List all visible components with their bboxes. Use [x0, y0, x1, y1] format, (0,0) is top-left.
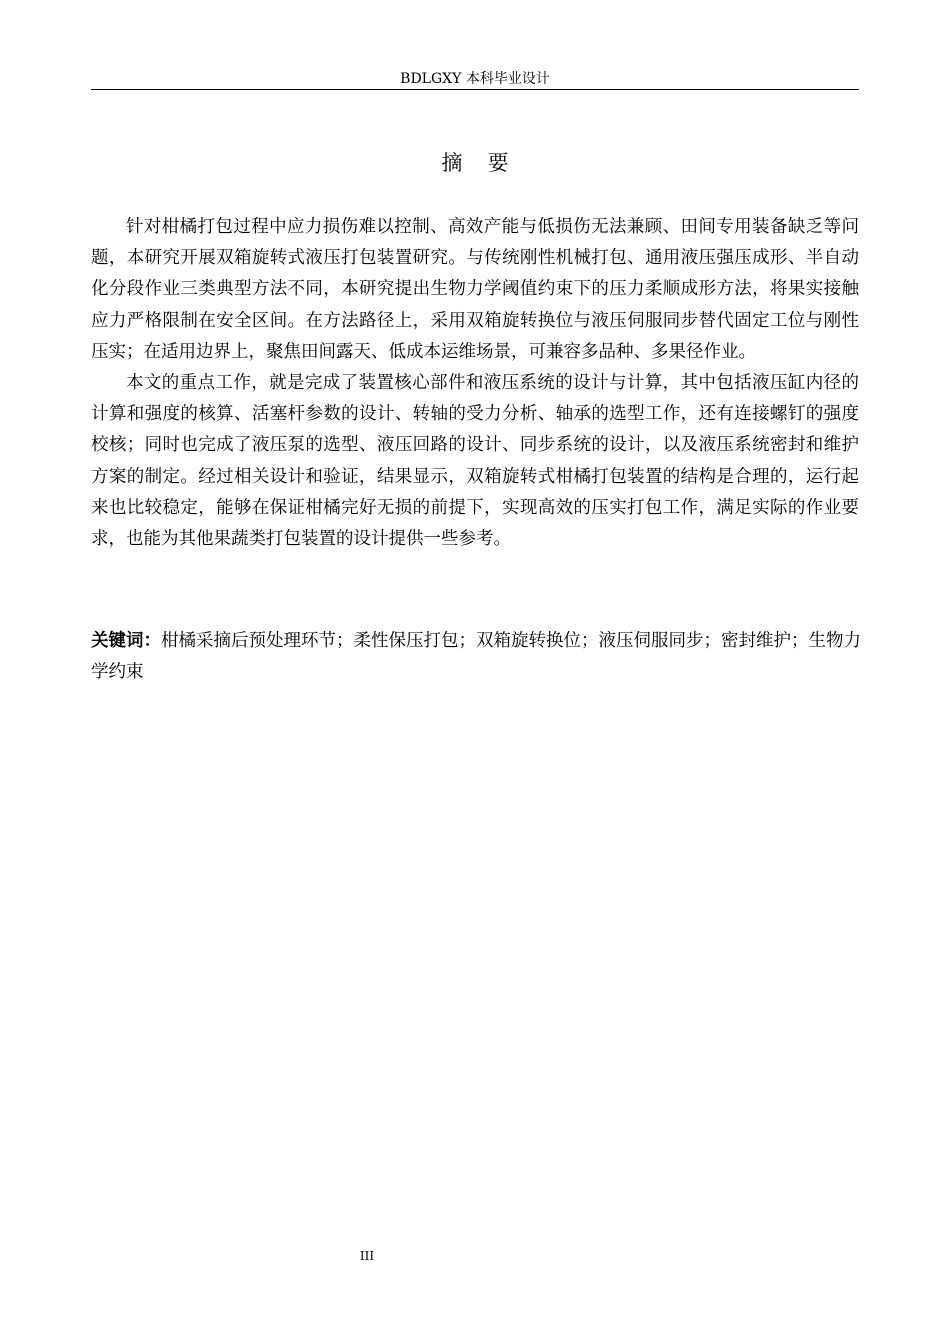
page-number: III	[359, 1249, 375, 1263]
abstract-title: 摘要	[441, 151, 534, 175]
keywords-label: 关键词：	[91, 631, 161, 651]
header-rule	[91, 89, 859, 90]
abstract-body	[91, 212, 859, 555]
keywords-text: 柑橘采摘后预处理环节；柔性保压打包；双箱旋转换位；液压伺服同步；密封维护；生物力学约束	[91, 631, 861, 683]
keywords-line	[91, 626, 871, 688]
page-header: BDLGXY 本科毕业设计	[400, 71, 550, 87]
abstract-paragraph-2: 本文的重点工作，就是完成了装置核心部件和液压系统的设计与计算，其中包括液压缸内径的计算和强度的核算、活塞杆参数的设计、转轴的受力分析、轴承的选型工作，还有连接螺钉的强度校核；同时也完成了液压泵的选型、液压回路的设计、同步系统的设计，以及液压系统密封和维护方案的制定。经过相关设计和验证，结果显示，双箱旋转式柑橘打包装置的结构是合理的，运行起来也比较稳定，能够在保证柑橘完好无损的前提下，实现高效的压实打包工作，满足实际的作业要求，也能为其他果蔬类打包装置的设计提供一些参考。	[91, 373, 859, 550]
abstract-paragraph-1: 针对柑橘打包过程中应力损伤难以控制、高效产能与低损伤无法兼顾、田间专用装备缺乏等问题，本研究开展双箱旋转式液压打包装置研究。与传统刚性机械打包、通用液压强压成形、半自动化分段作业三类典型方法不同，本研究提出生物力学阈值约束下的压力柔顺成形方法，将果实接触应力严格限制在安全区间。在方法路径上，采用双箱旋转换位与液压伺服同步替代固定工位与刚性压实；在适用边界上，聚焦田间露天、低成本运维场景，可兼容多品种、多果径作业。	[91, 217, 859, 362]
